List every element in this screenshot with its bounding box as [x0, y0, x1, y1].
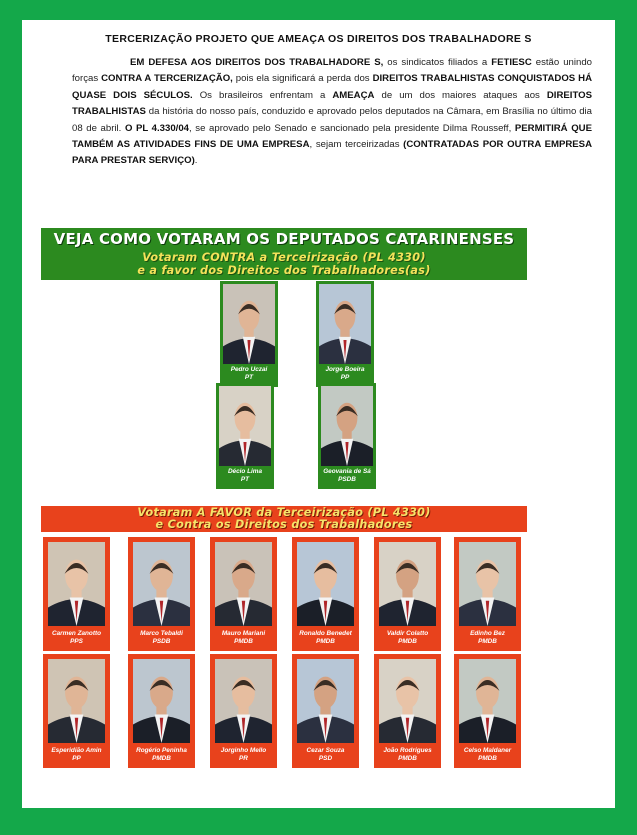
deputy-photo: [297, 542, 354, 626]
paragraph-segment: DIREITOS TRABALHISTAS CONQUISTADOS HÁ QUASE DOIS SÉCULOS.: [72, 73, 593, 101]
portrait-graphic: [133, 542, 190, 626]
page-content: [22, 20, 615, 808]
portrait-graphic: [459, 659, 516, 743]
paragraph-segment: de um dos maiores ataques aos: [374, 89, 547, 101]
deputy-party: PMDB: [234, 638, 253, 645]
portrait-graphic: [48, 659, 105, 743]
deputy-party: PP: [72, 755, 81, 762]
portrait-graphic: [379, 542, 436, 626]
portrait-graphic: [297, 542, 354, 626]
deputy-party: PSDB: [152, 638, 171, 645]
deputy-party: PMDB: [152, 755, 171, 762]
deputy-card: [210, 537, 277, 651]
portrait-graphic: [215, 659, 272, 743]
deputy-name: Geovania de Sá: [323, 468, 371, 475]
deputy-party: PMDB: [316, 638, 335, 645]
portrait-graphic: [297, 659, 354, 743]
against-subtitle-1: Votaram CONTRA a Terceirização (PL 4330): [142, 251, 426, 264]
deputy-name: Esperidião Amin: [51, 747, 102, 754]
deputy-party: PMDB: [398, 755, 417, 762]
document-title: TERCERIZAÇÃO PROJETO QUE AMEAÇA OS DIREITOS DOS TRABALHADORE S: [105, 33, 532, 45]
deputy-card: [128, 654, 195, 768]
paragraph-segment: Os brasileiros enfrentam a: [192, 89, 333, 101]
portrait-graphic: [321, 386, 373, 466]
deputy-party: PMDB: [478, 638, 497, 645]
deputy-photo: [319, 284, 371, 364]
deputy-party: PT: [244, 374, 254, 381]
deputy-card: [374, 537, 441, 651]
deputy-party: PMDB: [398, 638, 417, 645]
deputy-name: Ronaldo Benedet: [299, 630, 352, 637]
paragraph-segment: , sejam terceirizadas: [309, 139, 404, 151]
deputy-party: PT: [240, 476, 250, 483]
deputy-photo: [379, 659, 436, 743]
paragraph-segment: FETIESC: [491, 57, 532, 68]
deputy-card: [43, 654, 110, 768]
paragraph-segment: EM DEFESA AOS DIREITOS DOS TRABALHADORE S,: [130, 57, 384, 68]
deputy-name: Décio Lima: [227, 468, 263, 475]
paragraph-segment: , se aprovado pelo Senado e sancionado pela presidente Dilma Rousseff,: [189, 122, 515, 134]
deputy-name: João Rodrigues: [383, 747, 432, 754]
deputy-photo: [133, 542, 190, 626]
paragraph-segment: CONTRA A TERCERIZAÇÃO,: [101, 73, 233, 85]
deputy-card: [216, 383, 274, 489]
deputy-card: [210, 654, 277, 768]
deputy-photo: [379, 542, 436, 626]
deputy-party: PMDB: [478, 755, 497, 762]
portrait-graphic: [459, 542, 516, 626]
favor-banner: [41, 506, 527, 532]
deputy-photo: [297, 659, 354, 743]
deputy-card: [43, 537, 110, 651]
intro-paragraph: [72, 55, 592, 170]
paragraph-segment: PERMITIRÁ QUE TAMBÉM AS ATIVIDADES FINS DE UMA EMPRESA: [72, 122, 592, 151]
deputy-name: Mauro Mariani: [221, 630, 266, 637]
portrait-graphic: [48, 542, 105, 626]
favor-subtitle-2: e Contra os Direitos dos Trabalhadores: [155, 518, 413, 531]
deputy-card: [454, 537, 521, 651]
favor-subtitle-1: Votaram A FAVOR da Terceirização (PL 4330): [137, 506, 431, 519]
against-banner: [41, 228, 527, 280]
portrait-graphic: [133, 659, 190, 743]
deputy-photo: [215, 659, 272, 743]
deputy-card: [454, 654, 521, 768]
portrait-graphic: [219, 386, 271, 466]
deputy-photo: [223, 284, 275, 364]
deputy-name: Rogério Peninha: [136, 747, 187, 754]
deputy-party: PSDB: [338, 476, 356, 483]
deputy-name: Valdir Colatto: [386, 630, 429, 637]
deputy-photo: [48, 542, 105, 626]
paragraph-segment: O PL 4.330/04: [124, 122, 190, 134]
deputy-name: Pedro Uczai: [230, 366, 268, 373]
deputy-photo: [133, 659, 190, 743]
deputy-party: PPS: [70, 638, 83, 645]
deputy-name: Marco Tebaldi: [140, 630, 183, 637]
deputy-party: PP: [340, 374, 350, 381]
portrait-graphic: [379, 659, 436, 743]
deputy-card: [128, 537, 195, 651]
deputy-party: PR: [239, 755, 248, 762]
paragraph-segment: os sindicatos filiados a: [383, 57, 492, 68]
deputy-photo: [321, 386, 373, 466]
deputy-photo: [459, 659, 516, 743]
deputy-photo: [459, 542, 516, 626]
deputy-card: [316, 281, 374, 387]
deputy-name: Celso Maldaner: [463, 747, 512, 754]
paragraph-segment: AMEAÇA: [332, 89, 375, 101]
against-heading: VEJA COMO VOTARAM OS DEPUTADOS CATARINENSES: [53, 230, 515, 248]
deputy-name: Cezar Souza: [306, 747, 345, 754]
deputy-card: [292, 654, 359, 768]
deputy-name: Carmen Zanotto: [52, 630, 101, 637]
portrait-graphic: [223, 284, 275, 364]
against-subtitle-2: e a favor dos Direitos dos Trabalhadores(as): [137, 264, 431, 277]
portrait-graphic: [215, 542, 272, 626]
deputy-name: Jorginho Mello: [220, 747, 267, 754]
portrait-graphic: [319, 284, 371, 364]
deputy-card: [220, 281, 278, 387]
deputy-name: Jorge Boeira: [325, 366, 365, 373]
deputy-card: [292, 537, 359, 651]
paragraph-segment: (CONTRATADAS POR OUTRA EMPRESA PARA PRESTAR SERVIÇO): [72, 139, 593, 167]
paragraph-segment: da história do nosso país, conduzido e aprovado pelos deputados na Câmara, em Brasília no último dia 08 de abril.: [72, 106, 592, 134]
deputy-card: [318, 383, 376, 489]
deputy-photo: [219, 386, 271, 466]
deputy-photo: [48, 659, 105, 743]
deputy-name: Edinho Bez: [470, 630, 505, 637]
paragraph-segment: .: [194, 155, 198, 167]
deputy-card: [374, 654, 441, 768]
deputy-photo: [215, 542, 272, 626]
paragraph-segment: pois ela significará a perda dos: [232, 73, 373, 85]
paragraph-segment: estão unindo forças: [72, 57, 593, 85]
deputy-party: PSD: [318, 755, 333, 762]
paragraph-segment: DIREITOS TRABALHISTAS: [72, 89, 593, 118]
